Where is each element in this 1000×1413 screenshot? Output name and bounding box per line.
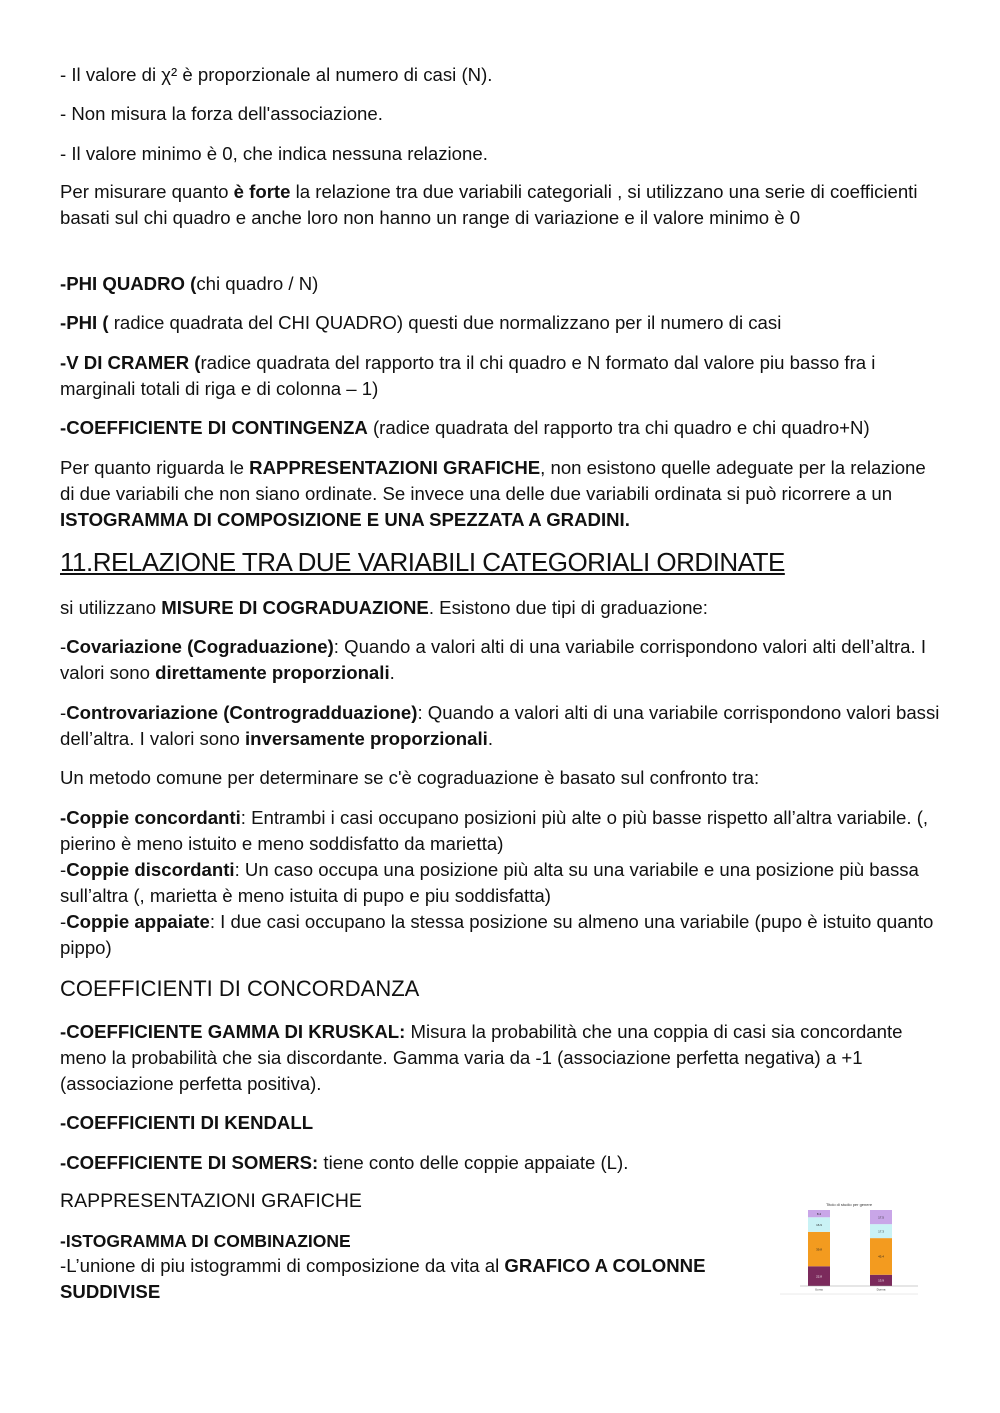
- bar-data-label: 16.9: [816, 1222, 822, 1227]
- gamma-item: -COEFFICIENTE GAMMA DI KRUSKAL: Misura la probabilità che una coppia di casi sia concordante meno la probabilità che sia discordante. Gamma varia da -1 (associazione perfetta negativa) a +1 (associazione perfetta positiva).: [60, 1021, 903, 1094]
- phi-item: -PHI ( radice quadrata del CHI QUADRO) questi due normalizzano per il numero di casi: [60, 312, 782, 333]
- chi-line-no-strength: - Non misura la forza dell'associazione.: [60, 103, 383, 124]
- contingenza-item: -COEFFICIENTE DI CONTINGENZA (radice quadrata del rapporto tra chi quadro e chi quadro+N): [60, 417, 870, 438]
- somers-item: -COEFFICIENTE DI SOMERS: tiene conto delle coppie appaiate (L).: [60, 1152, 629, 1173]
- bar-data-label: 39.8: [816, 1247, 822, 1252]
- section-title: 11.RELAZIONE TRA DUE VARIABILI CATEGORIALI ORDINATE: [60, 547, 785, 577]
- istogramma-title: -ISTOGRAMMA DI COMBINAZIONE: [60, 1231, 351, 1251]
- stacked-bar-chart-thumbnail: [778, 1200, 920, 1300]
- category-label-uomo: Uomo: [814, 1287, 824, 1292]
- phi-quadro-item: -PHI QUADRO (chi quadro / N): [60, 273, 319, 294]
- metodo-paragraph: Un metodo comune per determinare se c'è cograduazione è basato sul confronto tra:: [60, 767, 760, 788]
- cograduazione-intro: si utilizzano MISURE DI COGRADUAZIONE. Esistono due tipi di graduazione:: [60, 597, 708, 618]
- bar-data-label: 8.4: [816, 1211, 822, 1216]
- covariazione-item: -Covariazione (Cograduazione): Quando a valori alti di una variabile corrispondono valori alti dell’altra. I valori sono direttamente proporzionali.: [60, 636, 927, 683]
- forza-paragraph: Per misurare quanto è forte la relazione tra due variabili categoriali , si utilizzano una serie di coefficienti basati sul chi quadro e anche loro non hanno un range di variazione e il valore minimo è 0: [60, 181, 918, 228]
- rappresentazioni-title: RAPPRESENTAZIONI GRAFICHE: [60, 1190, 362, 1212]
- cramer-item: -V DI CRAMER (radice quadrata del rapporto tra il chi quadro e N formato dal valore piu basso fra i marginali totali di riga e di colonna – 1): [60, 352, 876, 399]
- bar-data-label: 17.5: [878, 1215, 884, 1220]
- concordanza-title: COEFFICIENTI DI CONCORDANZA: [60, 976, 420, 1001]
- chi-line-proportional: - Il valore di χ² è proporzionale al numero di casi (N).: [60, 64, 493, 85]
- bar-data-label: 13.9: [878, 1278, 884, 1283]
- grafiche-intro-paragraph: Per quanto riguarda le RAPPRESENTAZIONI GRAFICHE, non esistono quelle adeguate per la relazione di due variabili che non siano ordinate. Se invece una delle due variabili ordinata si può ricorrere a un ISTOGRAMMA DI COMPOSIZIONE E UNA SPEZZATA A GRADINI.: [60, 457, 926, 530]
- category-label-donna: Donna: [876, 1287, 886, 1292]
- bar-data-label: 22.8: [816, 1274, 822, 1279]
- chart-title: Titolo di studio per genere: [825, 1202, 873, 1207]
- unione-paragraph: -L’unione di piu istogrammi di composizione da vita al GRAFICO A COLONNE SUDDIVISE: [60, 1255, 706, 1302]
- controvariazione-item: -Controvariazione (Controgradduazione): Quando a valori alti di una variabile corrispondono valori bassi dell’altra. I valori sono inversamente proporzionali.: [60, 702, 940, 749]
- chi-line-minimum: - Il valore minimo è 0, che indica nessuna relazione.: [60, 143, 488, 164]
- bar-data-label: 45.4: [878, 1254, 884, 1259]
- coppie-block: -Coppie concordanti: Entrambi i casi occupano posizioni più alte o più basse rispetto all’altra variabile. (, pierino è meno istuito e meno soddisfatto da marietta) -Coppie discordanti: Un caso occupa una posizione più alta su una variabile e una posizione più bassa sull’altra (, marietta è meno istuita di pupo e piu soddisfatta) -Coppie appaiate: I due casi occupano la stessa posizione su almeno una variabile (pupo è istuito quanto pippo): [60, 807, 934, 958]
- bar-data-label: 17.3: [878, 1229, 884, 1234]
- kendall-item: -COEFFICIENTI DI KENDALL: [60, 1112, 314, 1133]
